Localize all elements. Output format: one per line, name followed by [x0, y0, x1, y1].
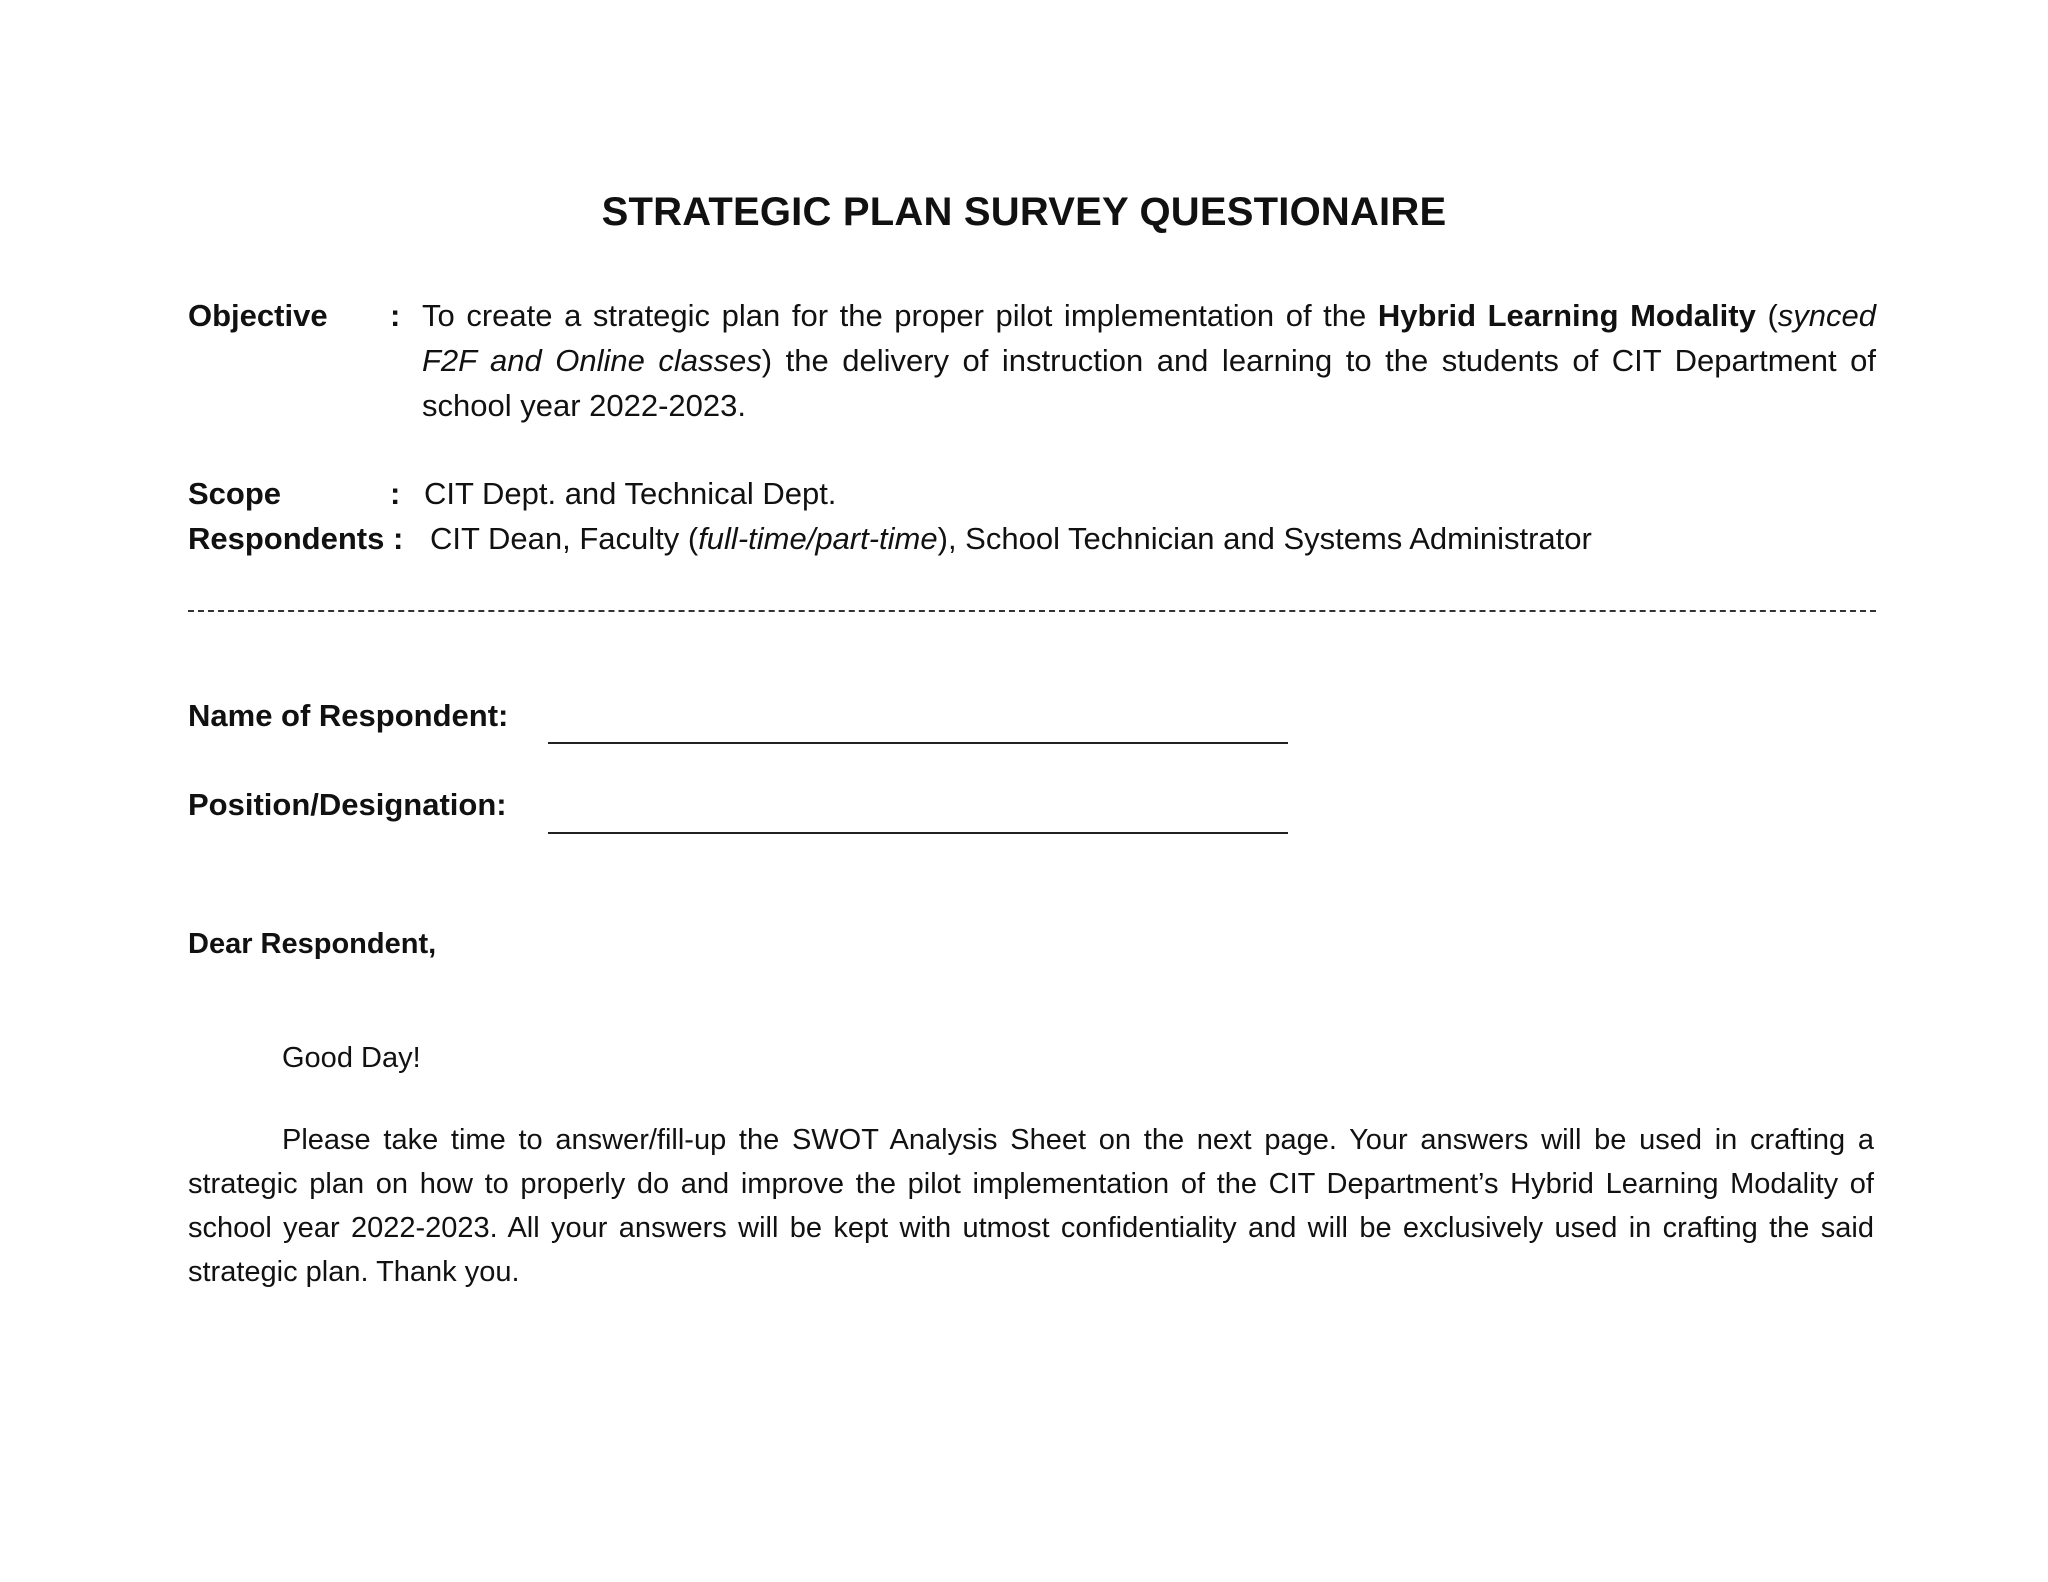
objective-label: Objective — [188, 298, 328, 333]
objective-text-before: To create a strategic plan for the proper pilot implementation of the — [422, 298, 1378, 333]
respondents-label: Respondents : — [188, 521, 404, 556]
salutation: Dear Respondent, — [188, 928, 437, 960]
dashed-separator — [188, 610, 1876, 614]
scope-value: CIT Dept. and Technical Dept. — [424, 476, 837, 511]
respondents-value-after: ), School Technician and Systems Administrator — [937, 521, 1592, 556]
document-title: STRATEGIC PLAN SURVEY QUESTIONAIRE — [601, 190, 1447, 234]
objective-paren-open: ( — [1767, 298, 1778, 333]
position-designation-label: Position/Designation: — [188, 787, 507, 822]
name-of-respondent-label: Name of Respondent: — [188, 698, 509, 733]
position-designation-field[interactable] — [548, 832, 1288, 834]
respondents-value-italic: full-time/part-time — [698, 521, 938, 556]
objective-text — [422, 293, 1876, 428]
respondents-value — [430, 516, 1592, 561]
scope-label: Scope — [188, 476, 282, 511]
objective-text-after: ) the delivery of instruction and learning to the students of CIT Department of school year 2022-2023. — [422, 343, 1876, 423]
objective-text-italic: synced F2F and Online classes — [422, 298, 1876, 378]
respondents-value-before: CIT Dean, Faculty ( — [430, 521, 699, 556]
letter-body: Please take time to answer/fill-up the SWOT Analysis Sheet on the next page. Your answers will be used in crafting a strategic plan on how to properly do and improve the pilot implementation of the CIT Department’s Hybrid Learning Modality of school year 2022-2023. All your answers will be kept with utmost confidentiality and will be exclusively used in crafting the said strategic plan. Thank you. — [188, 1124, 1874, 1288]
objective-text-bold: Hybrid Learning Modality — [1377, 298, 1756, 333]
scope-colon: : — [390, 476, 401, 511]
good-day-text: Good Day! — [282, 1042, 421, 1074]
name-of-respondent-field[interactable] — [548, 742, 1288, 744]
objective-colon: : — [390, 298, 401, 333]
